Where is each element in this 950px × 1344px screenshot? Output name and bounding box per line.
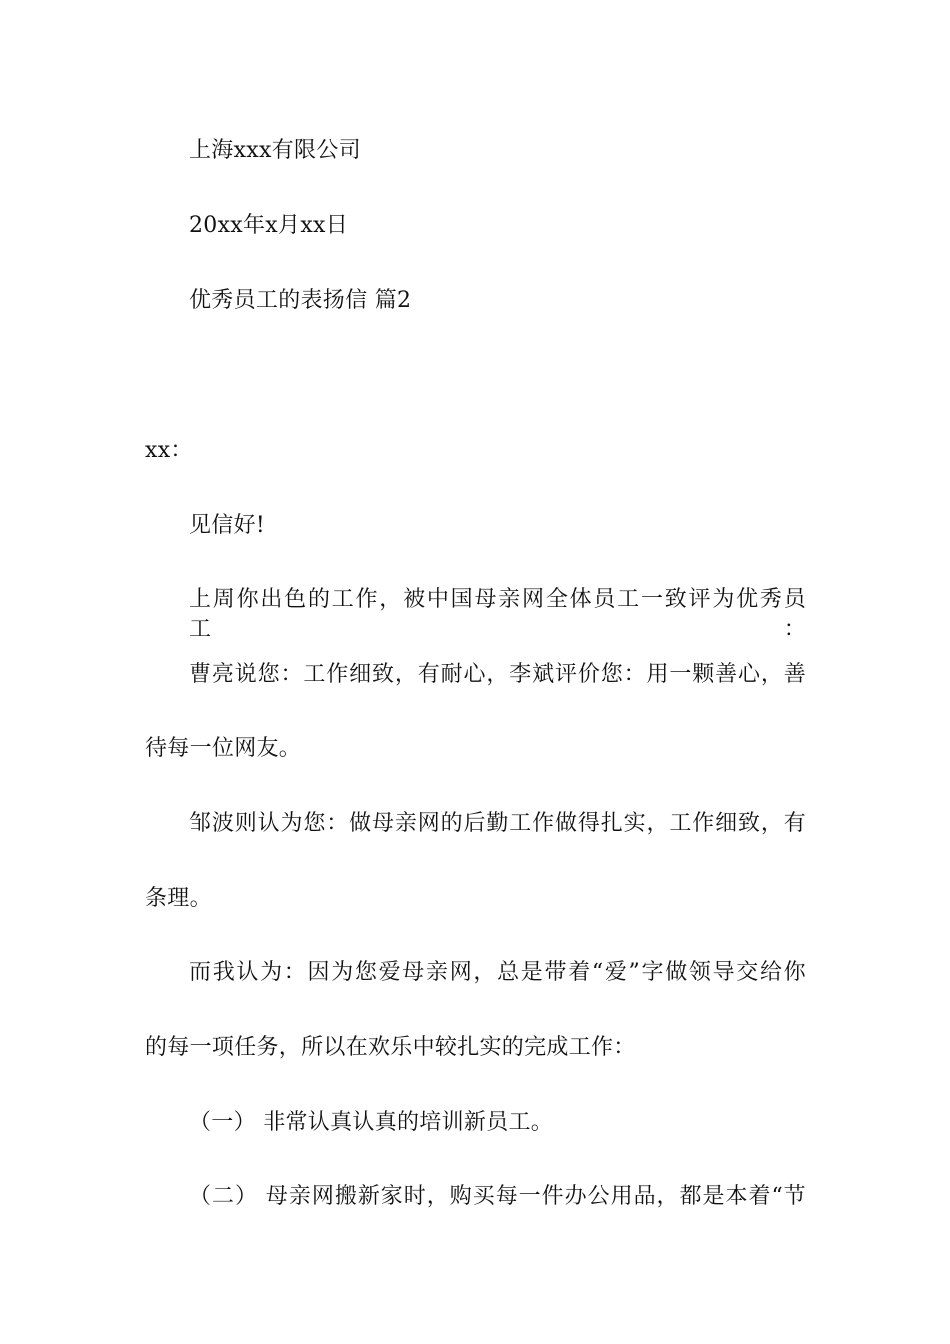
paragraph-line: 条理。 — [145, 886, 212, 911]
section-heading: 优秀员工的表扬信 篇2 — [189, 288, 412, 313]
salutation: xx： — [145, 438, 193, 463]
list-item: （二） 母亲网搬新家时，购买每一件办公用品，都是本着“节 — [189, 1184, 806, 1209]
paragraph-line: 而我认为：因为您爱母亲网，总是带着“爱”字做领导交给你 — [189, 960, 806, 985]
paragraph-line: 邹波则认为您：做母亲网的后勤工作做得扎实，工作细致，有 — [189, 811, 806, 836]
paragraph-line: 待每一位网友。 — [145, 736, 302, 761]
letter-date: 20xx年x月xx日 — [189, 213, 349, 238]
paragraph-line: 曹亮说您：工作细致，有耐心，李斌评价您：用一颗善心，善 — [189, 662, 806, 687]
greeting: 见信好! — [189, 513, 266, 538]
company-name: 上海xxx有限公司 — [189, 138, 361, 163]
paragraph-line: 上周你出色的工作，被中国母亲网全体员工一致评为优秀员工： — [189, 587, 806, 642]
paragraph-line: 的每一项任务，所以在欢乐中较扎实的完成工作： — [145, 1035, 636, 1060]
list-item: （一） 非常认真认真的培训新员工。 — [189, 1110, 554, 1135]
